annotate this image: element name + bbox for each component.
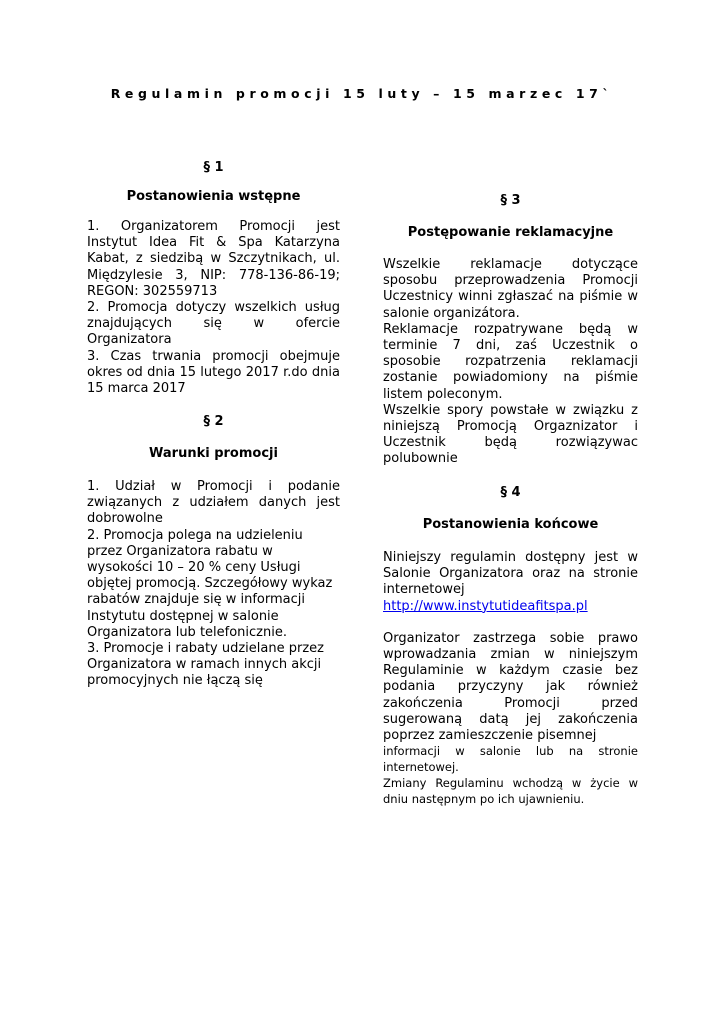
left-column bbox=[87, 0, 340, 1024]
section-1-paragraph-1: 1. Organizatorem Promocji jest Instytut Idea Fit & Spa Katarzyna Kabat, z siedzibą w Szczytnikach, ul. Międzylesie 3, NIP: 778-136-86-19; REGON: 302559713 bbox=[87, 219, 340, 299]
section-3-body bbox=[383, 257, 638, 468]
section-3-number: § 3 bbox=[500, 193, 521, 208]
section-4-body bbox=[383, 550, 638, 807]
section-3-paragraph-3: Wszelkie spory powstałe w związku z niniejszą Promocją Orgaznizator i Uczestnik będą rozwiązywac polubownie bbox=[383, 402, 638, 467]
section-4-paragraph-3: informacji w salonie lub na stronie internetowej. bbox=[383, 744, 638, 775]
section-4-number: § 4 bbox=[500, 485, 521, 500]
section-2-number: § 2 bbox=[203, 414, 224, 429]
document-title: Regulamin promocji 15 luty – 15 marzec 17` bbox=[110, 86, 614, 101]
section-4-paragraph-2: Organizator zastrzega sobie prawo wprowadzania zmian w niniejszym Regulaminie w każdym czasie bez podania przyczyny jak również zakończenia Promocji przed sugerowaną datą jej zakończenia poprzez zamieszczenie pisemnej bbox=[383, 630, 638, 744]
section-1-paragraph-2: 2. Promocja dotyczy wszelkich usług znajdujących się w ofercie Organizatora bbox=[87, 300, 340, 348]
section-2-paragraph-2: 2. Promocja polega na udzieleniu przez Organizatora rabatu w wysokości 10 – 20 % ceny Usługi objętej promocją. Szczegółowy wykaz rabatów znajduje się w informacji Instytutu dostępnej w salonie Organizatora lub telefonicznie. bbox=[87, 527, 333, 640]
section-2-paragraph-3: 3. Promocje i rabaty udzielane przez Organizatora w ramach innych akcji promocyjnych nie łączą się bbox=[87, 641, 324, 689]
section-2-paragraph-1: 1. Udział w Promocji i podanie związanych z udziałem danych jest dobrowolne bbox=[87, 479, 340, 527]
section-2-heading: Warunki promocji bbox=[149, 446, 278, 461]
section-4-heading: Postanowienia końcowe bbox=[422, 517, 599, 532]
right-column bbox=[383, 0, 638, 1024]
section-2-body bbox=[87, 479, 340, 690]
website-link[interactable]: http://www.instytutideafitspa.pl bbox=[383, 598, 588, 614]
section-1-heading: Postanowienia wstępne bbox=[126, 189, 301, 204]
section-4-paragraph-1: Niniejszy regulamin dostępny jest w Salonie Organizatora oraz na stronie internetowej bbox=[383, 550, 638, 598]
section-3-heading: Postępowanie reklamacyjne bbox=[407, 225, 614, 240]
section-3-paragraph-2: Reklamacje rozpatrywane będą w terminie 7 dni, zaś Uczestnik o sposobie rozpatrzenia reklamacji zostanie powiadomiony na piśmie listem poleconym. bbox=[383, 321, 638, 402]
section-4-paragraph-4: Zmiany Regulaminu wchodzą w życie w dniu następnym po ich ujawnieniu. bbox=[383, 775, 638, 806]
section-3-paragraph-1: Wszelkie reklamacje dotyczące sposobu przeprowadzenia Promocji Uczestnicy winni zgłaszać na piśmie w salonie organizátora. bbox=[383, 257, 638, 321]
section-1-paragraph-3: 3. Czas trwania promocji obejmuje okres od dnia 15 lutego 2017 r.do dnia 15 marca 2017 bbox=[87, 348, 340, 397]
section-1-number: § 1 bbox=[203, 160, 224, 175]
section-1-body bbox=[87, 219, 340, 397]
